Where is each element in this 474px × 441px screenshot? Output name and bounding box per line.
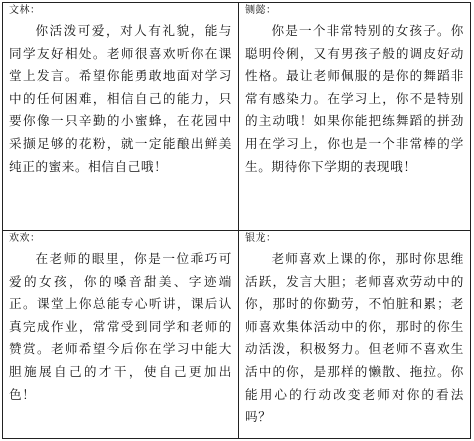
comment-cell-yinlong [239, 231, 471, 439]
student-name: 欢欢： [9, 233, 41, 244]
student-name: 文林： [9, 5, 41, 16]
teacher-comment: 在老师的眼里，你是一位乖巧可爱的女孩，你的嗓音甜美、字迹端正。课堂上你总能专心听讲，课后认真完成作业，常常受到同学和老师的赞赏。老师希望今后你在学习中能大胆施展自己的才干，使自己更加出色！ [9, 251, 232, 402]
comment-cell-huanhuan [3, 231, 239, 439]
table-row [3, 231, 471, 439]
comment-cell-right-top [239, 3, 471, 231]
table-row [3, 3, 471, 231]
comment-cell-wenlin [3, 3, 239, 231]
student-name: 银龙： [245, 233, 277, 244]
teacher-comment: 老师喜欢上课的你，那时你思维活跃，发言大胆；老师喜欢劳动中的你，那时的你勤劳，不怕脏和累；老师喜欢集体活动中的你，那时的你生动活泼，积极努力。但老师不喜欢生活中的你，是那样的懒散、拖拉。你能用心的行动改变老师对你的看法吗？ [245, 251, 464, 425]
comment-table [2, 2, 471, 439]
teacher-comment: 你活泼可爱，对人有礼貌，能与同学友好相处。老师很喜欢听你在课堂上发言。希望你能勇敢地面对学习中的任何困难，相信自己的能力，只要你像一只辛勤的小蜜蜂，在花园中采撷足够的花粉，就一定能酿出鲜美纯正的蜜来。相信自己哦！ [9, 23, 232, 174]
teacher-comment: 你是一个非常特别的女孩子。你聪明伶俐，又有男孩子般的调皮好动性格。最让老师佩服的是你的舞蹈非常有感染力。在学习上，你不是特别的主动哦！如果你能把练舞蹈的拼劲用在学习上，你也是一个非常棒的学生。期待你下学期的表现哦！ [245, 23, 464, 174]
student-name: 铡懿： [245, 5, 277, 16]
